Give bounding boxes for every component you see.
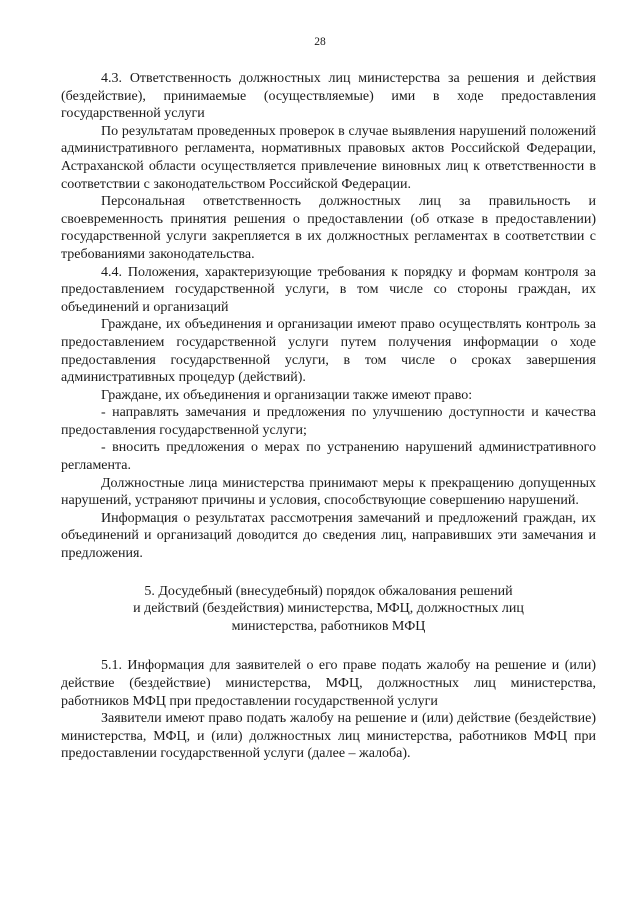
list-item: - направлять замечания и предложения по улучшению доступности и качества предоставления государственной услуги; bbox=[61, 405, 596, 438]
list-item: - вносить предложения о мерах по устранению нарушений административного регламента. bbox=[61, 440, 596, 474]
paragraph-4-3-title: 4.3. Ответственность должностных лиц министерства за решения и действия (бездействие), принимаемые (осуществляемые) ими в ходе предоставления государственной услуги bbox=[61, 71, 596, 122]
paragraph: Должностные лица министерства принимают меры к прекращению допущенных нарушений, устраняют причины и условия, способствующие совершению нарушений. bbox=[61, 475, 596, 509]
section-5-heading bbox=[61, 583, 596, 636]
paragraph: По результатам проведенных проверок в случае выявления нарушений положений административного регламента, нормативных правовых актов Российской Федерации, Астраханской области осуществляется привлечение виновных лиц к ответственности в соответствии с законодательством Российской Федерации. bbox=[61, 123, 596, 192]
section-heading-line: 5. Досудебный (внесудебный) порядок обжалования решений bbox=[144, 583, 513, 599]
paragraph: Граждане, их объединения и организации также имеют право: bbox=[101, 387, 473, 403]
document-body bbox=[61, 70, 596, 763]
paragraph-5-1-title: 5.1. Информация для заявителей о его праве подать жалобу на решение и (или) действие (бездействие) министерства, МФЦ, должностных лиц министерства, работников МФЦ при предоставлении государственной услуги bbox=[61, 658, 596, 709]
section-heading-line: и действий (бездействия) министерства, МФЦ, должностных лиц bbox=[133, 601, 524, 617]
section-heading-line: министерства, работников МФЦ bbox=[231, 618, 426, 634]
page-number: 28 bbox=[314, 36, 326, 48]
paragraph-4-4-title: 4.4. Положения, характеризующие требования к порядку и формам контроля за предоставлением государственной услуги, в том числе со стороны граждан, их объединений и организаций bbox=[61, 264, 596, 315]
paragraph: Граждане, их объединения и организации имеют право осуществлять контроль за предоставлением государственной услуги путем получения информации о ходе предоставления государственной услуги, в том числе о сроках завершения административных процедур (действий). bbox=[61, 317, 596, 386]
paragraph: Информация о результатах рассмотрения замечаний и предложений граждан, их объединений и организаций доводится до сведения лиц, направивших эти замечания и предложения. bbox=[61, 510, 596, 562]
paragraph: Заявители имеют право подать жалобу на решение и (или) действие (бездействие) министерства, МФЦ, и (или) должностных лиц министерства, работников МФЦ при предоставлении государственной услуги (далее – жалоба). bbox=[61, 711, 596, 762]
paragraph: Персональная ответственность должностных лиц за правильность и своевременность принятия решения о предоставлении (об отказе в предоставлении) государственной услуги закрепляется в их должностных регламентах в соответствии с требованиями законодательства. bbox=[61, 194, 596, 262]
